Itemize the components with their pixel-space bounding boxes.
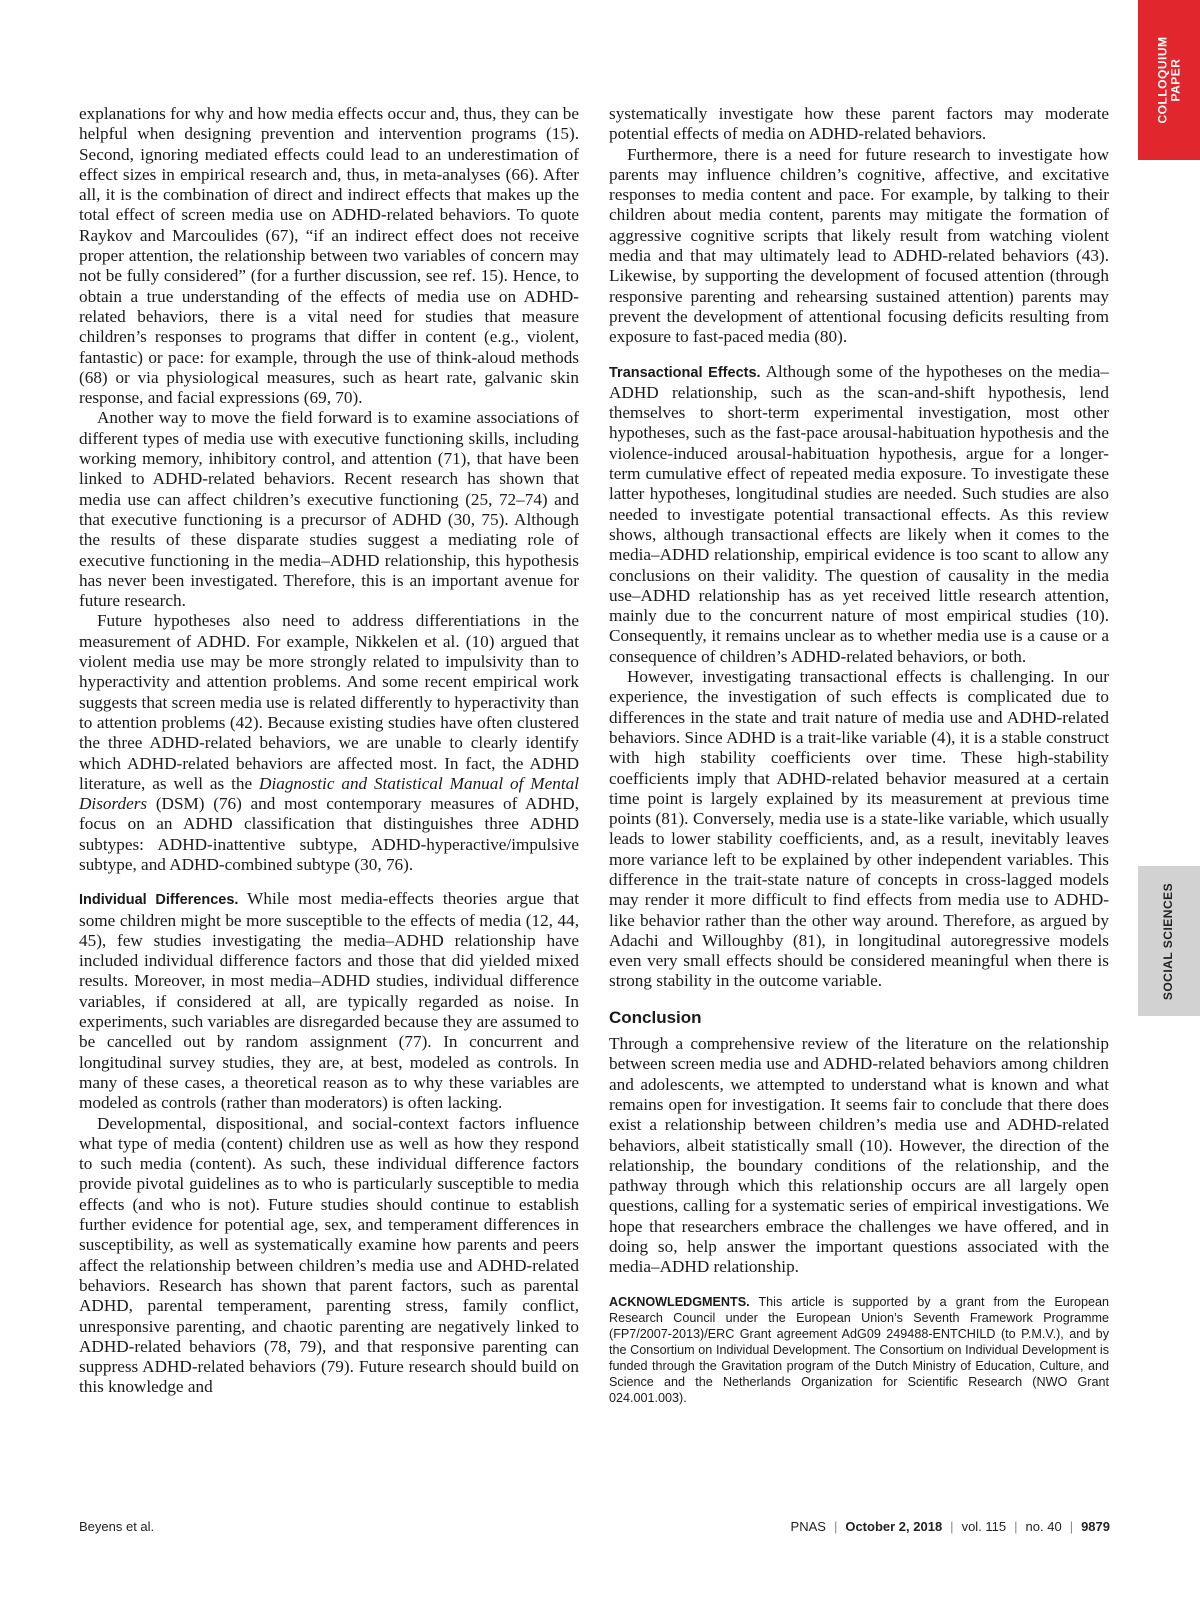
paragraph: Furthermore, there is a need for future research to investigate how parents may influence children’s cognitive, affective, and excitative responses to media content and pace. For example, by talking to their children about media content, parents may mitigate the formation of aggressive cognitive scripts that likely result from watching violent media and that may ultimately lead to ADHD-related behaviors (43). Likewise, by supporting the development of focused attention (through responsive parenting and rehearsing sustained attention) parents may prevent the development of attentional focusing deficits resulting from exposure to fast-paced media (80). (609, 144, 1109, 347)
issue-date: October 2, 2018 (845, 1519, 943, 1534)
text-run: Although some of the hypotheses on the media–ADHD relationship, such as the scan-and-shift hypothesis, lend themselves to short-term experimental investigation, most other hypotheses, such as the fast-pace arousal-habituation hypothesis and the violence-induced arousal-habituation hypothesis, argue for a longer-term cumulative effect of repeated media exposure. To investigate these latter hypotheses, longitudinal studies are needed. Such studies are also needed to investigate potential transactional effects. As this review shows, although transactional effects are likely when it comes to the media–ADHD relationship, empirical evidence is too scant to allow any conclusions on their validity. The question of causality in the media use–ADHD relationship has as yet received little research attention, mainly due to the concurrent nature of most empirical studies (10). Consequently, it remains unclear as to whether media use is a cause or a consequence of children’s ADHD-related behaviors, or both. (609, 361, 1110, 666)
subsection-heading: Transactional Effects. (609, 364, 761, 381)
footer-citation: PNAS | October 2, 2018 | vol. 115 | no. 40 | 9879 (790, 1519, 1110, 1534)
volume: vol. 115 (961, 1519, 1007, 1534)
tab-line-1: COLLOQUIUM (1155, 36, 1169, 124)
paragraph (79, 889, 579, 1113)
subsection-heading: Individual Differences. (79, 892, 239, 909)
text-run: (DSM) (76) and most contemporary measures of ADHD, focus on an ADHD classification that distinguishes three ADHD subtypes: ADHD-inattentive subtype, ADHD-hyperactive/impulsive subtype, and ADHD-combined subtype (30, 76). (79, 794, 579, 874)
text-run: While most media-effects theories argue that some children might be more susceptible to the effects of media (12, 44, 45), few studies investigating the media–ADHD relationship have included individual difference factors and those that did yielded mixed results. Moreover, in most media–ADHD studies, individual difference variables, if considered at all, are typically regarded as noise. In experiments, such variables are disregarded because they are assumed to be cancelled out by random assignment (77). In concurrent and longitudinal survey studies, they are, at best, modeled as controls. In many of these cases, a theoretical reason as to why these variables are modeled as controls (rather than moderators) is often lacking. (79, 889, 579, 1113)
text-run: This article is supported by a grant from the European Research Council under the European Union’s Seventh Framework Programme (FP7/2007-2013)/ERC Grant agreement AdG09 249488-ENTCHILD (to P.M.V.), and by the Consortium on Individual Development. The Consortium on Individual Development is funded through the Gravitation program of the Dutch Ministry of Education, Culture, and Science and the Netherlands Organization for Scientific Research (NWO Grant 024.001.003). (609, 1294, 1109, 1405)
acknowledgments-heading: ACKNOWLEDGMENTS. (609, 1294, 750, 1309)
section-heading: Conclusion (609, 1007, 702, 1027)
paragraph (79, 611, 579, 875)
journal-name: PNAS (790, 1519, 826, 1534)
acknowledgments (609, 1294, 1109, 1406)
paragraph: explanations for why and how media effects occur and, thus, they can be helpful when designing prevention and intervention programs (15). Second, ignoring mediated effects could lead to an underestimation of effect sizes in empirical research and, thus, in meta-analyses (66). After all, it is the combination of direct and indirect effects that makes up the total effect of screen media use on ADHD-related behaviors. To quote Raykov and Marcoulides (67), “if an indirect effect does not receive proper attention, the relationship between two variables of concern may not be fully considered” (for a further discussion, see ref. 15). Hence, to obtain a true understanding of the effects of media use on ADHD-related behaviors, there is a vital need for studies that measure children’s responses to programs that differ in content (e.g., violent, fantastic) or pace: for example, through the use of think-aloud methods (68) or via physiological measures, such as heart rate, galvanic skin response, and facial expressions (69, 70). (79, 104, 579, 408)
paragraph: Developmental, dispositional, and social-context factors influence what type of media (content) children use as well as how they respond to such media (content). As such, these individual difference factors provide pivotal guidelines as to who is particularly susceptible to media effects (and who is not). Future studies should continue to establish further evidence for potential age, sex, and temperament differences in susceptibility, as well as systematically examine how parents and peers affect the relationship between children’s media use and ADHD-related behaviors. Research has shown that parent factors, such as parental ADHD, parental temperament, parenting stress, family conflict, unresponsive parenting, and chaotic parenting are negatively linked to ADHD-related behaviors (78, 79), and that responsive parenting can suppress ADHD-related behaviors (79). Future research should build on this knowledge and (79, 1113, 579, 1397)
paragraph (609, 362, 1109, 667)
paragraph: Another way to move the field forward is to examine associations of different types of media use with executive functioning skills, including working memory, inhibitory control, and attention (71), that have been linked to ADHD-related behaviors. Recent research has shown that media use can affect children’s executive functioning (25, 72–74) and that executive functioning is a precursor of ADHD (30, 75). Although the results of these disparate studies suggest a mediating role of executive functioning in the media–ADHD relationship, this hypothesis has never been investigated. Therefore, this is an important avenue for future research. (79, 408, 579, 611)
footer-authors: Beyens et al. (79, 1519, 155, 1534)
text-run: Future hypotheses also need to address differentiations in the measurement of ADHD. For example, Nikkelen et al. (10) argued that violent media use may be more strongly related to impulsivity than to hyperactivity and attention problems. And some recent empirical work suggests that screen media use is related differently to hyperactivity than to attention problems (42). Because existing studies have often clustered the three ADHD-related behaviors, we are unable to clearly identify which ADHD-related behaviors are affected most. In fact, the ADHD literature, as well as the (79, 611, 579, 793)
right-column (609, 104, 1109, 1406)
colloquium-paper-tab (1138, 0, 1200, 160)
issue-number: no. 40 (1025, 1519, 1062, 1534)
italic-title: Diagnostic and Statistical Manual of Mental Disorders (79, 773, 579, 814)
tab-line-2: PAPER (1168, 58, 1182, 102)
paragraph: However, investigating transactional effects is challenging. In our experience, the investigation of such effects is complicated due to differences in the state and trait nature of media use and ADHD-related behaviors. Since ADHD is a trait-like variable (4), it is a stable construct with high stability coefficients over time. These high-stability coefficients imply that ADHD-related behavior measured at a certain time point is largely explained by its measurement at previous time points (81). Conversely, media use is a state-like variable, which usually leads to lower stability coefficients, and, as a result, inevitably leaves more variance left to be explained by other independent variables. This difference in the trait-state nature of concepts in cross-lagged models may render it more difficult to find effects from media use to ADHD-like behavior rather than the other way around. Therefore, as argued by Adachi and Willoughby (81), in longitudinal autoregressive models even very small effects should be considered meaningful when there is strong stability in the outcome variable. (609, 667, 1109, 991)
paragraph: systematically investigate how these parent factors may moderate potential effects of media on ADHD-related behaviors. (609, 104, 1109, 144)
left-column (79, 104, 579, 1398)
page-number: 9879 (1081, 1519, 1110, 1534)
paragraph: Through a comprehensive review of the literature on the relationship between screen media use and ADHD-related behaviors among children and adolescents, we attempted to understand what is known and what remains open for investigation. It seems fair to conclude that there does exist a relationship between children’s media use and ADHD-related behaviors, albeit statistically small (10). However, the direction of the relationship, the boundary conditions of the relationship, and the pathway through which this relationship occurs are all largely open questions, calling for a systematic series of empirical investigations. We hope that researchers embrace the challenges we have offered, and in doing so, help answer the important questions associated with the media–ADHD relationship. (609, 1034, 1109, 1277)
section-label: SOCIAL SCIENCES (1161, 882, 1176, 1000)
section-tab (1138, 866, 1200, 1016)
